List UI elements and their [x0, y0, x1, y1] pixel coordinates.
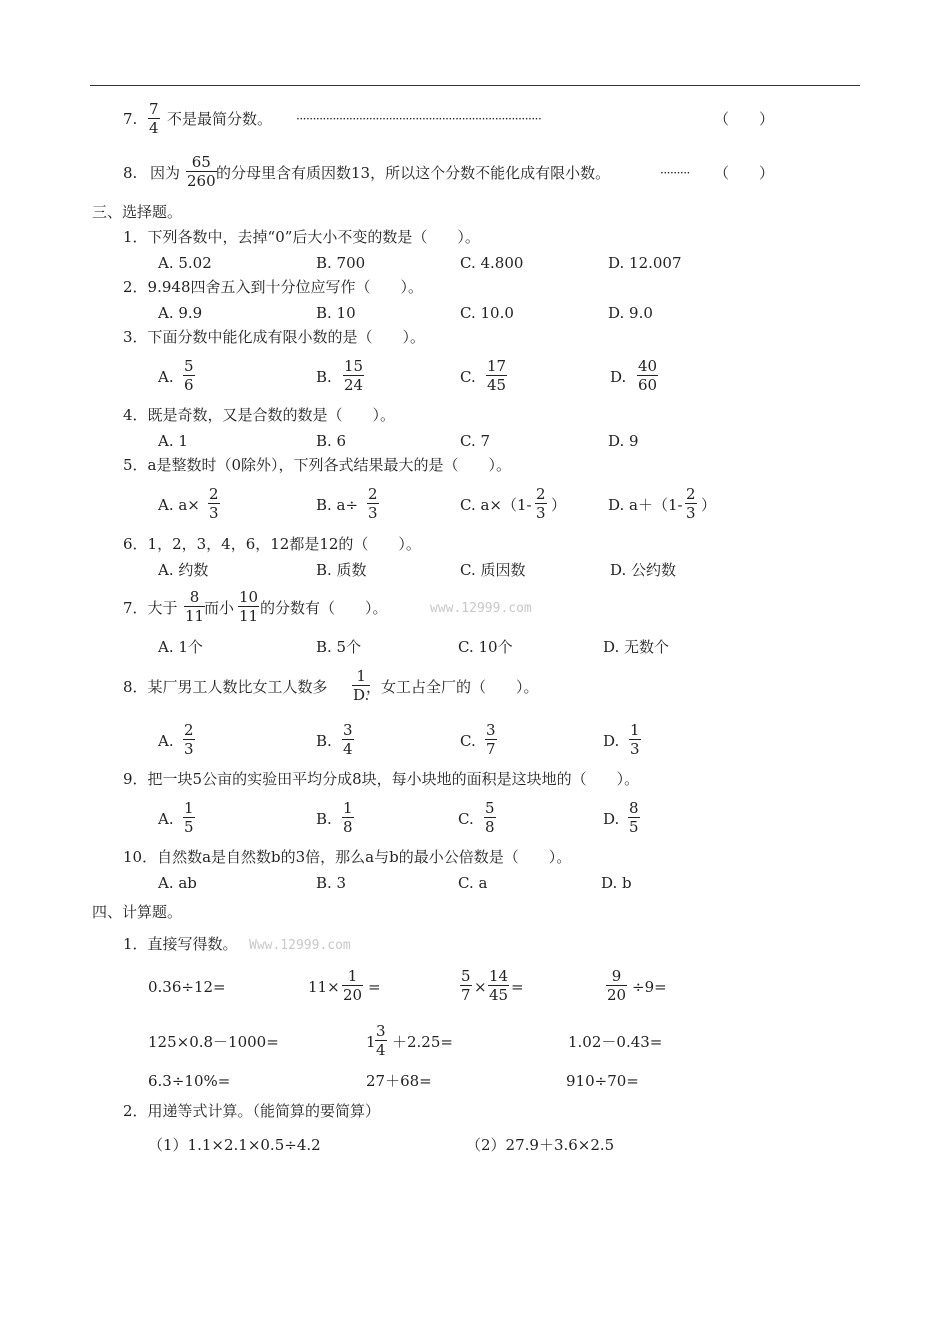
sec3-q1-option-b[interactable]: B. 700: [316, 254, 366, 272]
sec3-q3-option-c-fraction[interactable]: $\frac{17}{45}$: [487, 357, 507, 394]
sec3-q5-stem: 5．a是整数时（0除外），下列各式结果最大的是（ ）。: [123, 456, 512, 474]
sec3-q9-option-c-label[interactable]: C.: [458, 810, 474, 828]
tf-q7-number: 7.: [123, 110, 138, 128]
calc-expr-2-post: =: [368, 978, 381, 996]
sec3-q2-option-d[interactable]: D. 9.0: [608, 304, 653, 322]
sec3-q3-option-a-fraction[interactable]: $\frac{5}{6}$: [184, 357, 194, 394]
sec3-q5-option-d-fraction[interactable]: $\frac{2}{3}$: [686, 485, 696, 522]
sec3-q2-option-c[interactable]: C. 10.0: [460, 304, 514, 322]
tf-q7-answer-blank[interactable]: （ ）: [714, 110, 775, 128]
calc-expr-3-fraction-2: $\frac{14}{45}$: [489, 967, 509, 1004]
sec3-q10-stem: 10．自然数a是自然数b的3倍，那么a与b的最小公倍数是（ ）。: [123, 848, 572, 866]
sec3-q8-option-a-label[interactable]: A.: [158, 732, 174, 750]
sec3-q8-option-a-fraction[interactable]: $\frac{2}{3}$: [184, 721, 194, 758]
sec3-q2-option-a[interactable]: A. 9.9: [158, 304, 203, 322]
tf-q8-dots: ·········: [660, 166, 690, 180]
sec4-part2-stem: 2．用递等式计算。（能简算的要简算）: [123, 1102, 381, 1120]
sec3-q7-post: 的分数有（ ）。: [260, 599, 388, 617]
sec3-q9-option-a-fraction[interactable]: $\frac{1}{5}$: [184, 799, 194, 836]
sec3-q7-pre: 7．大于: [123, 599, 178, 617]
calc-expr-3-operator: ×: [474, 978, 487, 996]
sec3-q7-mid: 而小: [204, 599, 235, 617]
sec3-q6-stem: 6．1，2，3，4，6，12都是12的（ ）。: [123, 535, 421, 553]
sec3-q4-option-b[interactable]: B. 6: [316, 432, 347, 450]
sec3-q5-option-d-label[interactable]: D. a＋（1-: [608, 496, 683, 514]
sec3-q3-stem: 3．下面分数中能化成有限小数的是（ ）。: [123, 328, 426, 346]
sec3-q4-option-d[interactable]: D. 9: [608, 432, 639, 450]
calc-problem-2: （2）27.9＋3.6×2.5: [466, 1136, 615, 1154]
calc-expr-4-fraction: $\frac{9}{20}$: [607, 967, 627, 1004]
sec3-q5-option-a-label[interactable]: A. a×: [158, 496, 200, 514]
sec3-q5-option-c-close: ）: [551, 496, 567, 514]
sec3-q8-option-b-fraction[interactable]: $\frac{3}{4}$: [343, 721, 353, 758]
sec4-part1-stem: 1．直接写得数。: [123, 935, 238, 953]
sec3-q10-option-c[interactable]: C. a: [458, 874, 488, 892]
tf-q7-dots: ··········································································: [296, 112, 542, 126]
sec3-q8-option-b-label[interactable]: B.: [316, 732, 332, 750]
sec3-q9-option-d-label[interactable]: D.: [603, 810, 620, 828]
sec3-q1-option-c[interactable]: C. 4.800: [460, 254, 524, 272]
calc-problem-1: （1）1.1×2.1×0.5÷4.2: [148, 1136, 321, 1154]
sec3-q7-option-a[interactable]: A. 1个: [158, 638, 203, 656]
sec3-q5-option-c-label[interactable]: C. a×（1-: [460, 496, 532, 514]
section-3-title: 三、选择题。: [92, 203, 183, 221]
sec3-q10-option-d[interactable]: D. b: [601, 874, 632, 892]
sec3-q1-stem: 1．下列各数中，去掉“0”后大小不变的数是（ ）。: [123, 228, 480, 246]
sec3-q3-option-b-label[interactable]: B.: [316, 368, 332, 386]
sec3-q7-option-d[interactable]: D. 无数个: [603, 638, 670, 656]
sec3-q3-option-c-label[interactable]: C.: [460, 368, 476, 386]
sec3-q2-option-b[interactable]: B. 10: [316, 304, 356, 322]
tf-q8-fraction: $\frac{65}{260}$: [187, 153, 216, 190]
sec3-q1-option-a[interactable]: A. 5.02: [158, 254, 212, 272]
sec3-q1-option-d[interactable]: D. 12.007: [608, 254, 682, 272]
sec3-q9-option-b-fraction[interactable]: $\frac{1}{8}$: [343, 799, 353, 836]
tf-q8-number: 8.: [123, 164, 138, 182]
sec3-q3-option-a-label[interactable]: A.: [158, 368, 174, 386]
sec3-q4-option-c[interactable]: C. 7: [460, 432, 491, 450]
sec3-q8-fraction: $\frac{1}{D.}$: [353, 667, 370, 704]
sec3-q8-option-d-fraction[interactable]: $\frac{1}{3}$: [630, 721, 640, 758]
sec3-q3-option-d-label[interactable]: D.: [610, 368, 627, 386]
sec3-q8-option-c-label[interactable]: C.: [460, 732, 476, 750]
sec3-q9-stem: 9．把一块5公亩的实验田平均分成8块，每小块地的面积是这块地的（ ）。: [123, 770, 640, 788]
calc-expr-3-fraction-1: $\frac{5}{7}$: [461, 967, 471, 1004]
sec3-q6-option-b[interactable]: B. 质数: [316, 561, 367, 579]
tf-q8-pre: 因为: [150, 164, 181, 182]
sec3-q5-option-b-fraction[interactable]: $\frac{2}{3}$: [368, 485, 378, 522]
sec3-q3-option-d-fraction[interactable]: $\frac{40}{60}$: [638, 357, 658, 394]
calc-expr-6-fraction: $\frac{3}{4}$: [376, 1022, 386, 1059]
sec3-q9-option-c-fraction[interactable]: $\frac{5}{8}$: [485, 799, 495, 836]
sec3-q4-stem: 4．既是奇数，又是合数的数是（ ）。: [123, 406, 396, 424]
sec3-q8-pre: 8．某厂男工人数比女工人数多: [123, 678, 328, 696]
sec3-q3-option-b-fraction[interactable]: $\frac{15}{24}$: [344, 357, 364, 394]
sec3-q9-option-d-fraction[interactable]: $\frac{8}{5}$: [629, 799, 639, 836]
calc-expr-3-post: =: [511, 978, 524, 996]
tf-q8-answer-blank[interactable]: （ ）: [714, 164, 775, 182]
sec3-q5-option-b-label[interactable]: B. a÷: [316, 496, 359, 514]
calc-expr-8: 6.3÷10%=: [148, 1072, 231, 1090]
sec3-q5-option-d-close: ）: [701, 496, 717, 514]
watermark-text-2: Www.12999.com: [249, 938, 351, 953]
sec3-q7-fraction-1: $\frac{8}{11}$: [185, 588, 205, 625]
sec3-q8-option-c-fraction[interactable]: $\frac{3}{7}$: [486, 721, 496, 758]
calc-expr-5: 125×0.8－1000=: [148, 1033, 279, 1051]
calc-expr-7: 1.02－0.43=: [568, 1033, 663, 1051]
sec3-q9-option-b-label[interactable]: B.: [316, 810, 332, 828]
calc-expr-6-post: ＋2.25=: [392, 1033, 453, 1051]
sec3-q7-option-c[interactable]: C. 10个: [458, 638, 513, 656]
calc-expr-1: 0.36÷12=: [148, 978, 226, 996]
sec3-q6-option-a[interactable]: A. 约数: [158, 561, 209, 579]
tf-q8-text: 的分母里含有质因数13，所以这个分数不能化成有限小数。: [216, 164, 611, 182]
tf-q7-text: 不是最简分数。: [167, 110, 273, 128]
calc-expr-10: 910÷70=: [566, 1072, 639, 1090]
section-4-title: 四、计算题。: [92, 903, 183, 921]
calc-expr-2-pre: 11×: [308, 978, 340, 996]
sec3-q4-option-a[interactable]: A. 1: [158, 432, 188, 450]
sec3-q10-option-b[interactable]: B. 3: [316, 874, 347, 892]
sec3-q6-option-c[interactable]: C. 质因数: [460, 561, 526, 579]
sec3-q7-fraction-2: $\frac{10}{11}$: [239, 588, 259, 625]
sec3-q8-post: ，女工占全厂的（ ）。: [366, 678, 539, 696]
sec3-q6-option-d[interactable]: D. 公约数: [610, 561, 677, 579]
calc-expr-9: 27＋68=: [366, 1072, 432, 1090]
sec3-q7-option-b[interactable]: B. 5个: [316, 638, 362, 656]
sec3-q5-option-c-fraction[interactable]: $\frac{2}{3}$: [536, 485, 546, 522]
sec3-q8-option-d-label[interactable]: D.: [603, 732, 620, 750]
watermark-text: www.12999.com: [430, 601, 532, 616]
sec3-q2-stem: 2．9.948四舍五入到十分位应写作（ ）。: [123, 278, 423, 296]
header-rule: [90, 85, 860, 86]
sec3-q10-option-a[interactable]: A. ab: [158, 874, 197, 892]
tf-q7-fraction: $\frac{7}{4}$: [149, 100, 159, 137]
calc-expr-2-fraction: $\frac{1}{20}$: [343, 967, 363, 1004]
calc-expr-4-post: ÷9=: [632, 978, 667, 996]
sec3-q5-option-a-fraction[interactable]: $\frac{2}{3}$: [209, 485, 219, 522]
sec3-q9-option-a-label[interactable]: A.: [158, 810, 174, 828]
calc-expr-6-whole: 1: [366, 1033, 376, 1051]
